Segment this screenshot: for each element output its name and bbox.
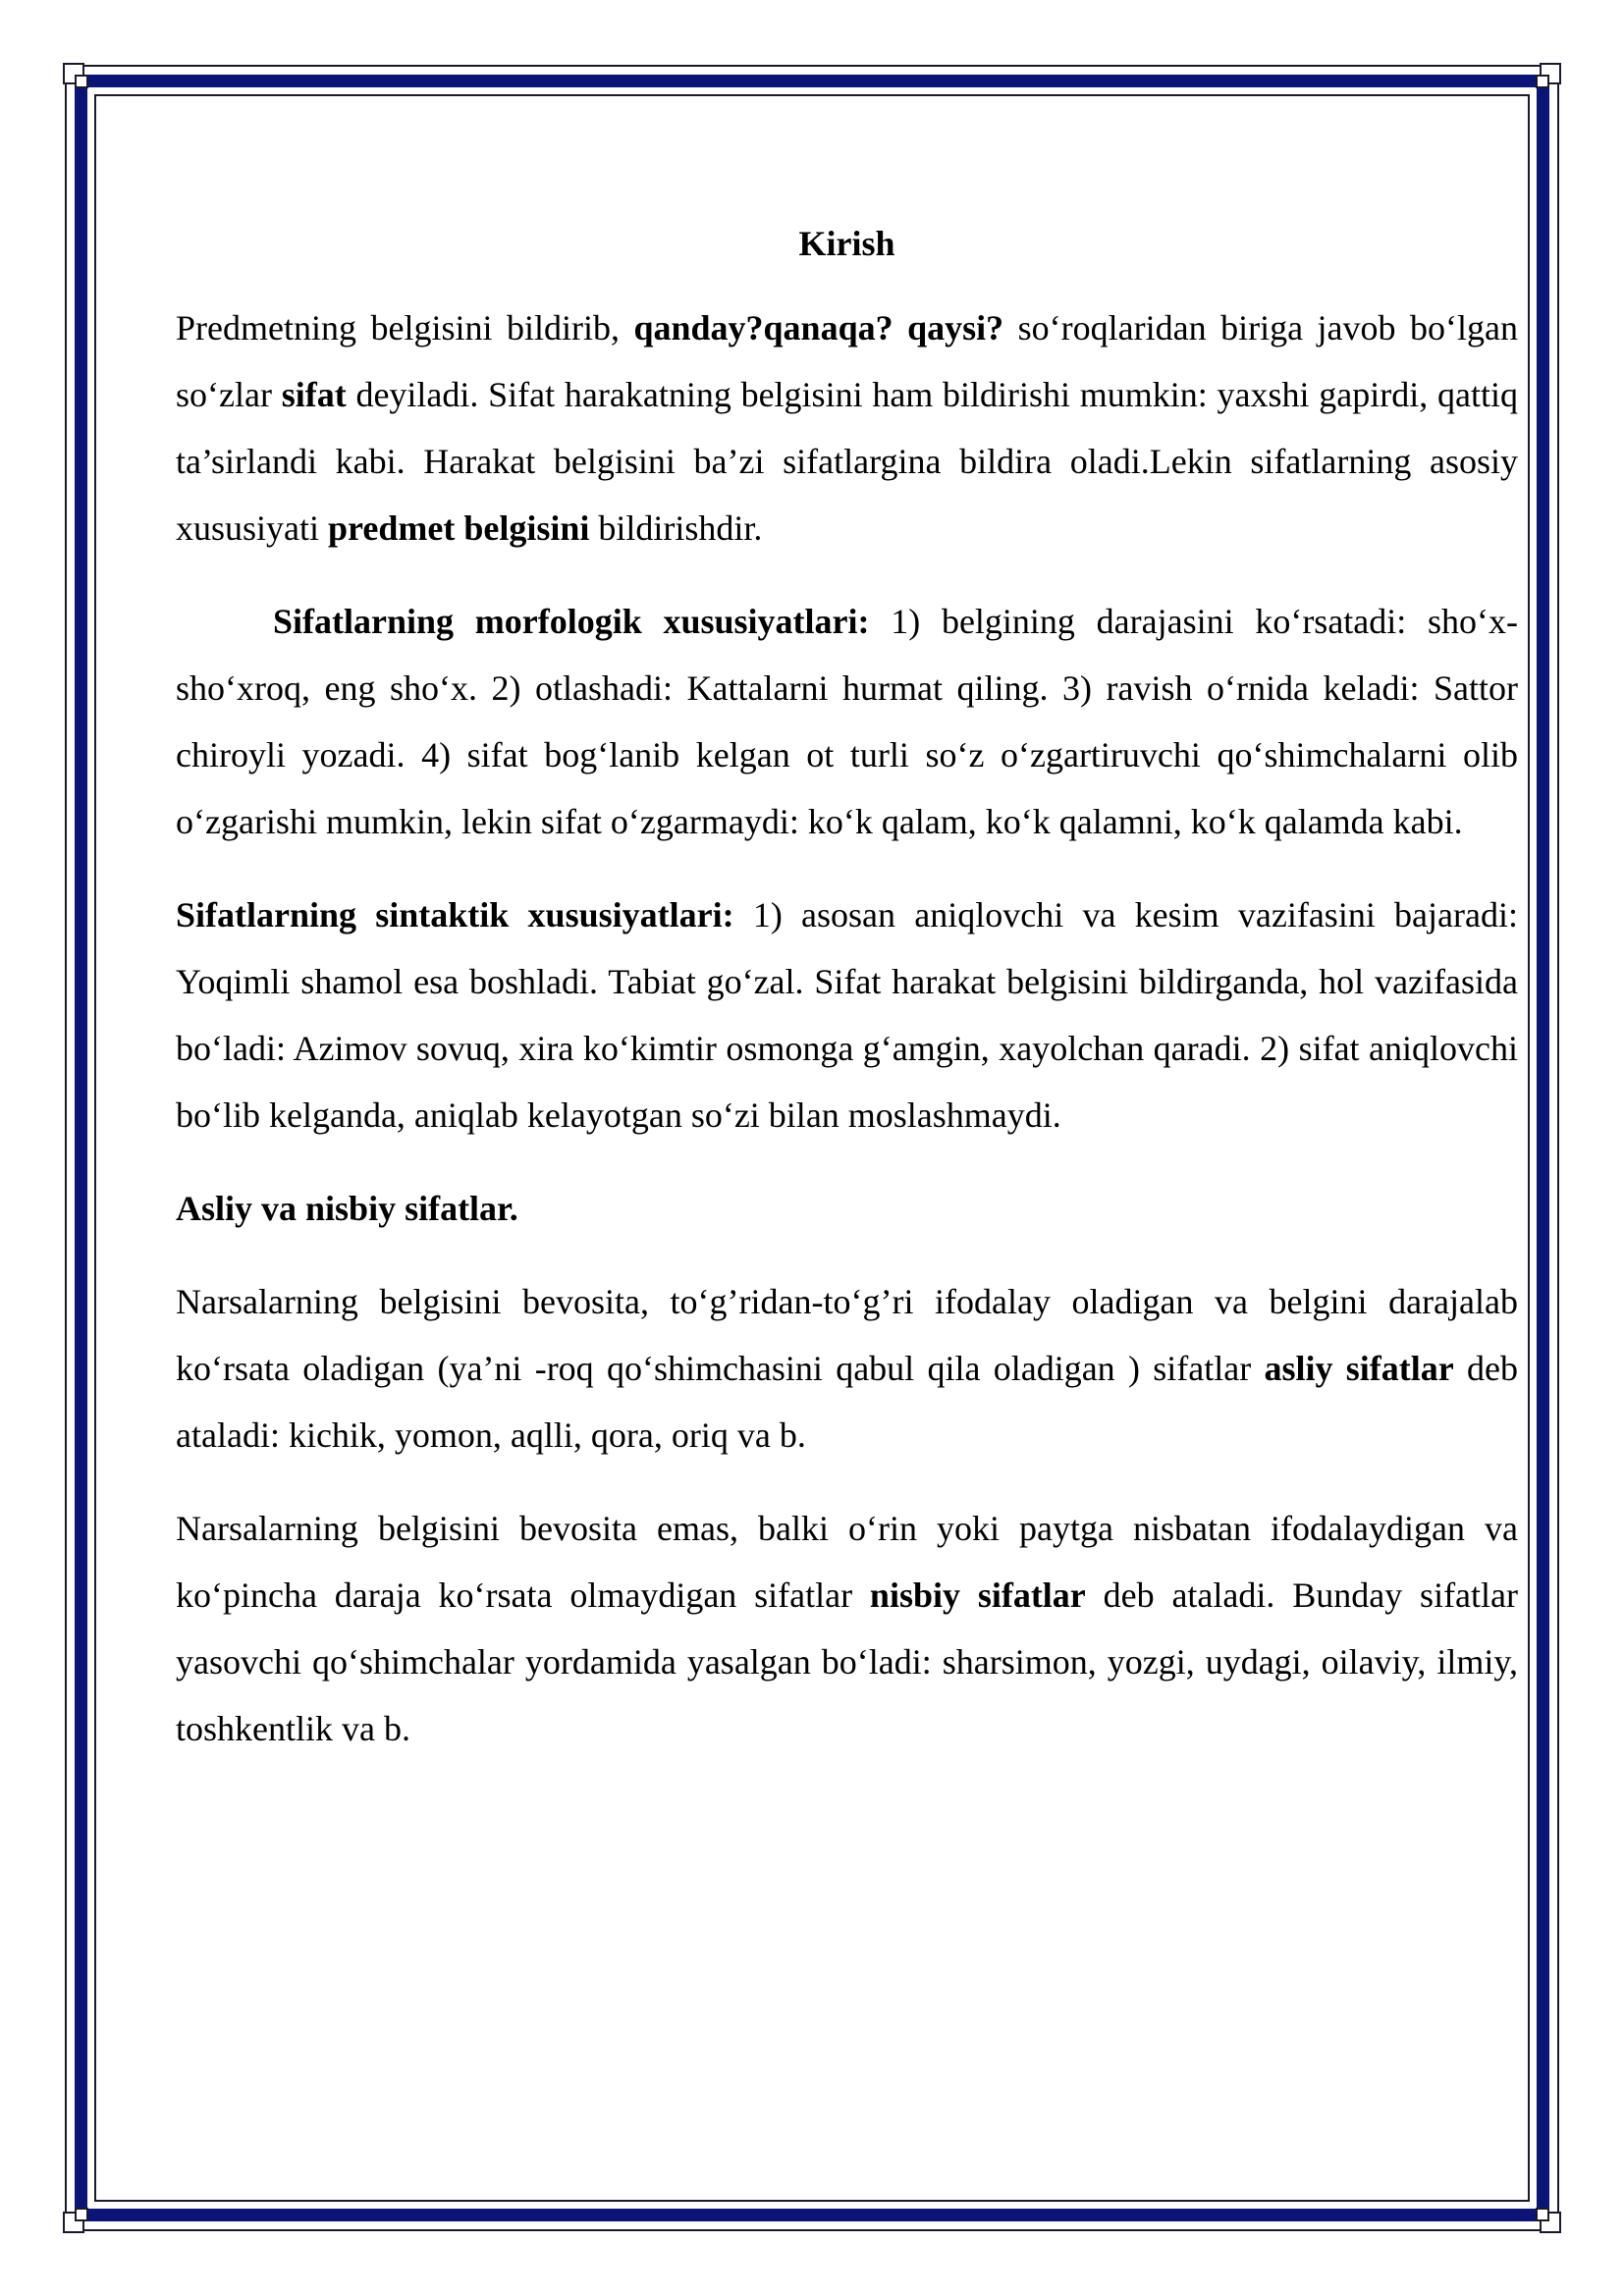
bold-run: nisbiy sifatlar <box>869 1575 1086 1615</box>
bold-run: asliy sifatlar <box>1264 1349 1454 1388</box>
paragraph-definition <box>176 294 1518 561</box>
paragraph-nisbiy <box>176 1495 1518 1762</box>
paragraph-syntactic <box>176 881 1518 1148</box>
text-run: deyiladi. Sifat harakatning belgisini ham bildirishi mumkin: yaxshi gapirdi, qattiq ta’sirlandi kabi. Harakat belgisini ba’zi sifatlargina bildira oladi.Lekin sifatlarning asosiy xususiyati <box>176 375 1518 548</box>
text-run: bildirishdir. <box>589 508 763 548</box>
text-run: Narsalarning belgisini bevosita emas, balki o‘rin yoki paytga nisbatan ifodalaydigan va ko‘pincha daraja ko‘rsata olmaydigan sifatlar <box>176 1509 1518 1615</box>
document-body <box>176 216 1518 1789</box>
section-heading: Asliy va nisbiy sifatlar. <box>176 1189 518 1228</box>
bold-run: qanday?qanaqa? qaysi? <box>633 308 1004 347</box>
text-run: 1) belgining darajasini ko‘rsatadi: sho‘x-sho‘xroq, eng sho‘x. 2) otlashadi: Kattalarni hurmat qiling. 3) ravish o‘rnida keladi: Sattor chiroyli yozadi. 4) sifat bog‘lanib kelgan ot turli so‘z o‘zgartiruvchi qo‘shimchalarni olib o‘zgarishi mumkin, lekin sifat o‘zgarmaydi: ko‘k qalam, ko‘k qalamni, ko‘k qalamda kabi. <box>176 602 1518 841</box>
paragraph-asliy <box>176 1268 1518 1468</box>
corner-ornament-bottom-left <box>63 2200 96 2233</box>
page-title: Kirish <box>798 224 895 263</box>
text-run: Narsalarning belgisini bevosita, to‘g’ridan-to‘g’ri ifodalay oladigan va belgini darajalab ko‘rsata oladigan (ya’ni -roq qo‘shimchasini qabul qila oladigan ) sifatlar <box>176 1282 1518 1388</box>
bold-run: sifat <box>281 375 347 414</box>
corner-ornament-bottom-right <box>1528 2200 1561 2233</box>
text-run: 1) asosan aniqlovchi va kesim vazifasini bajaradi: Yoqimli shamol esa boshladi. Tabiat go‘zal. Sifat harakat belgisini bildirganda, hol vazifasida bo‘ladi: Azimov sovuq, xira ko‘kimtir osmonga g‘amgin, xayolchan qaradi. 2) sifat aniqlovchi bo‘lib kelganda, aniqlab kelayotgan so‘zi bilan moslashmaydi. <box>176 895 1518 1135</box>
bold-run: predmet belgisini <box>328 508 590 548</box>
paragraph-morphological <box>176 588 1518 855</box>
text-run: so‘roqlaridan biriga javob bo‘lgan so‘zlar <box>176 308 1518 414</box>
bold-run: Sifatlarning morfologik xususiyatlari: <box>273 602 870 641</box>
text-run: deb ataladi. Bunday sifatlar yasovchi qo‘shimchalar yordamida yasalgan bo‘ladi: sharsimon, yozgi, uydagi, oilaviy, ilmiy, toshkentlik va b. <box>176 1575 1519 1748</box>
bold-run: Sifatlarning sintaktik xususiyatlari: <box>176 895 734 934</box>
corner-ornament-top-right <box>1528 63 1561 96</box>
text-run: deb ataladi: kichik, yomon, aqlli, qora, oriq va b. <box>176 1349 1518 1455</box>
text-run: Predmetning belgisini bildirib, <box>176 308 634 347</box>
corner-ornament-top-left <box>63 63 96 96</box>
